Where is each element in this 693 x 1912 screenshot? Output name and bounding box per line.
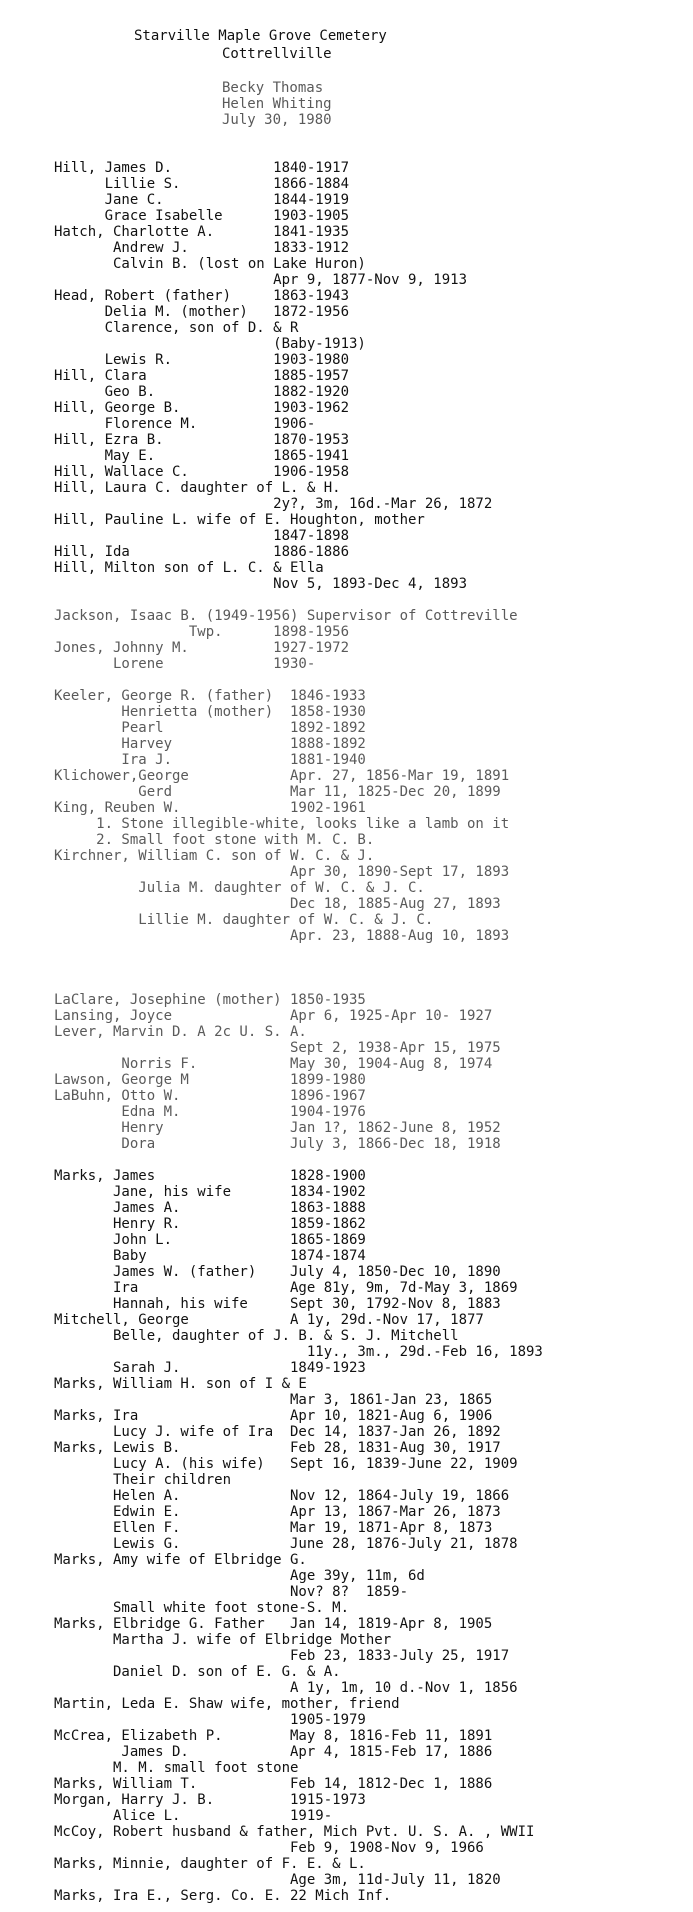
burial-record-line: Jane, his wife 1834-1902 [54, 1184, 366, 1200]
township-title: Cottrellville [222, 46, 332, 62]
burial-record-line: Hill, Ida 1886-1886 [54, 544, 350, 560]
burial-record-line: Age 3m, 11d-July 11, 1820 [54, 1872, 501, 1888]
burial-record-line: Jane C. 1844-1919 [54, 192, 350, 208]
burial-record-line: Clarence, son of D. & R [54, 320, 299, 336]
burial-record-line: 1905-1979 [54, 1712, 366, 1728]
record-date: July 30, 1980 [222, 112, 332, 128]
burial-record-line: LaBuhn, Otto W. 1896-1967 [54, 1088, 366, 1104]
burial-record-line: 1847-1898 [54, 528, 350, 544]
burial-record-line: Edwin E. Apr 13, 1867-Mar 26, 1873 [54, 1504, 501, 1520]
burial-record-line: Marks, Ira Apr 10, 1821-Aug 6, 1906 [54, 1408, 493, 1424]
burial-record-line: Sept 2, 1938-Apr 15, 1975 [54, 1040, 501, 1056]
burial-record-line: Lillie S. 1866-1884 [54, 176, 350, 192]
burial-record-line: Baby 1874-1874 [54, 1248, 366, 1264]
burial-record-line: Marks, Ira E., Serg. Co. E. 22 Mich Inf. [54, 1888, 392, 1904]
burial-record-line: Andrew J. 1833-1912 [54, 240, 350, 256]
burial-record-line: Lewis G. June 28, 1876-July 21, 1878 [54, 1536, 518, 1552]
burial-record-line: Marks, William T. Feb 14, 1812-Dec 1, 1886 [54, 1776, 493, 1792]
burial-record-line: Daniel D. son of E. G. & A. [54, 1664, 341, 1680]
burial-record-line: John L. 1865-1869 [54, 1232, 366, 1248]
burial-record-line: Mar 3, 1861-Jan 23, 1865 [54, 1392, 493, 1408]
burial-record-line: Delia M. (mother) 1872-1956 [54, 304, 350, 320]
burial-record-line: Belle, daughter of J. B. & S. J. Mitchell [54, 1328, 459, 1344]
burial-record-line: Ira Age 81y, 9m, 7d-May 3, 1869 [54, 1280, 518, 1296]
burial-record-line: Ira J. 1881-1940 [54, 752, 366, 768]
burial-record-line: (Baby-1913) [54, 336, 366, 352]
burial-record-line: Dec 18, 1885-Aug 27, 1893 [54, 896, 501, 912]
burial-record-line: 2. Small foot stone with M. C. B. [54, 832, 375, 848]
burial-record-line: McCrea, Elizabeth P. May 8, 1816-Feb 11, 1891 [54, 1728, 493, 1744]
burial-record-line: Hill, Laura C. daughter of L. & H. [54, 480, 341, 496]
burial-record-line: Jackson, Isaac B. (1949-1956) Supervisor of Cottreville [54, 608, 518, 624]
burial-record-line: Hill, Milton son of L. C. & Ella [54, 560, 324, 576]
burial-record-line: Calvin B. (lost on Lake Huron) [54, 256, 366, 272]
recorder-name: Becky Thomas [222, 80, 324, 96]
burial-record-line: Edna M. 1904-1976 [54, 1104, 366, 1120]
burial-record-line: Small white foot stone-S. M. [54, 1600, 350, 1616]
burial-record-line: Nov? 8? 1859- [54, 1584, 409, 1600]
burial-record-line: King, Reuben W. 1902-1961 [54, 800, 366, 816]
burial-record-line: James W. (father) July 4, 1850-Dec 10, 1890 [54, 1264, 501, 1280]
burial-record-line: M. M. small foot stone [54, 1760, 299, 1776]
burial-record-line: Keeler, George R. (father) 1846-1933 [54, 688, 366, 704]
burial-record-line: Lewis R. 1903-1980 [54, 352, 350, 368]
burial-record-line: McCoy, Robert husband & father, Mich Pvt. U. S. A. , WWII [54, 1824, 535, 1840]
burial-record-line: May E. 1865-1941 [54, 448, 350, 464]
burial-record-line: Hill, Wallace C. 1906-1958 [54, 464, 350, 480]
burial-record-line: Norris F. May 30, 1904-Aug 8, 1974 [54, 1056, 493, 1072]
burial-record-line: Martha J. wife of Elbridge Mother [54, 1632, 392, 1648]
burial-record-line: Gerd Mar 11, 1825-Dec 20, 1899 [54, 784, 501, 800]
burial-record-line: 1. Stone illegible-white, looks like a lamb on it [54, 816, 510, 832]
burial-record-line: Feb 23, 1833-July 25, 1917 [54, 1648, 510, 1664]
burial-record-line: 2y?, 3m, 16d.-Mar 26, 1872 [54, 496, 493, 512]
burial-record-line: Feb 9, 1908-Nov 9, 1966 [54, 1840, 484, 1856]
burial-record-line: Helen A. Nov 12, 1864-July 19, 1866 [54, 1488, 510, 1504]
burial-record-line: Hill, Clara 1885-1957 [54, 368, 350, 384]
burial-record-line: Lawson, George M 1899-1980 [54, 1072, 366, 1088]
burial-record-line: Lorene 1930- [54, 656, 316, 672]
burial-record-line: Twp. 1898-1956 [54, 624, 350, 640]
burial-record-line: James D. Apr 4, 1815-Feb 17, 1886 [54, 1744, 493, 1760]
burial-record-line: Henrietta (mother) 1858-1930 [54, 704, 366, 720]
burial-record-line: Sarah J. 1849-1923 [54, 1360, 366, 1376]
burial-record-line: Ellen F. Mar 19, 1871-Apr 8, 1873 [54, 1520, 493, 1536]
burial-record-line: Harvey 1888-1892 [54, 736, 366, 752]
burial-record-line: Hill, George B. 1903-1962 [54, 400, 350, 416]
burial-record-line: LaClare, Josephine (mother) 1850-1935 [54, 992, 366, 1008]
burial-record-line: Kirchner, William C. son of W. C. & J. [54, 848, 375, 864]
burial-record-line: Lillie M. daughter of W. C. & J. C. [54, 912, 434, 928]
burial-record-line: Hannah, his wife Sept 30, 1792-Nov 8, 1883 [54, 1296, 501, 1312]
burial-record-line: Lansing, Joyce Apr 6, 1925-Apr 10- 1927 [54, 1008, 493, 1024]
burial-record-line: Pearl 1892-1892 [54, 720, 366, 736]
burial-record-line: Marks, William H. son of I & E [54, 1376, 307, 1392]
burial-record-line: Apr. 23, 1888-Aug 10, 1893 [54, 928, 510, 944]
burial-record-line: Lucy J. wife of Ira Dec 14, 1837-Jan 26, 1892 [54, 1424, 501, 1440]
recorder-name: Helen Whiting [222, 96, 332, 112]
burial-record-line: Mitchell, George A 1y, 29d.-Nov 17, 1877 [54, 1312, 484, 1328]
burial-record-line: Julia M. daughter of W. C. & J. C. [54, 880, 425, 896]
burial-record-line: Hill, Pauline L. wife of E. Houghton, mother [54, 512, 425, 528]
burial-record-line: Henry Jan 1?, 1862-June 8, 1952 [54, 1120, 501, 1136]
cemetery-title: Starville Maple Grove Cemetery [134, 28, 387, 44]
burial-record-line: Marks, Lewis B. Feb 28, 1831-Aug 30, 1917 [54, 1440, 501, 1456]
burial-record-line: Florence M. 1906- [54, 416, 316, 432]
burial-record-line: Klichower,George Apr. 27, 1856-Mar 19, 1891 [54, 768, 510, 784]
burial-record-line: Hill, James D. 1840-1917 [54, 160, 350, 176]
burial-record-line: Their children [54, 1472, 232, 1488]
burial-record-line: Henry R. 1859-1862 [54, 1216, 366, 1232]
burial-record-line: Alice L. 1919- [54, 1808, 333, 1824]
burial-record-line: Marks, Minnie, daughter of F. E. & L. [54, 1856, 366, 1872]
burial-record-line: Marks, James 1828-1900 [54, 1168, 366, 1184]
burial-record-line: A 1y, 1m, 10 d.-Nov 1, 1856 [54, 1680, 518, 1696]
burial-record-line: Head, Robert (father) 1863-1943 [54, 288, 350, 304]
burial-record-line: Age 39y, 11m, 6d [54, 1568, 425, 1584]
burial-record-line: Geo B. 1882-1920 [54, 384, 350, 400]
burial-record-line: Jones, Johnny M. 1927-1972 [54, 640, 350, 656]
burial-record-line: Lucy A. (his wife) Sept 16, 1839-June 22, 1909 [54, 1456, 518, 1472]
burial-record-line: Apr 9, 1877-Nov 9, 1913 [54, 272, 468, 288]
burial-record-line: Hatch, Charlotte A. 1841-1935 [54, 224, 350, 240]
burial-record-line: Lever, Marvin D. A 2c U. S. A. [54, 1024, 307, 1040]
burial-record-line: Apr 30, 1890-Sept 17, 1893 [54, 864, 510, 880]
burial-record-line: Martin, Leda E. Shaw wife, mother, friend [54, 1696, 400, 1712]
burial-record-line: Morgan, Harry J. B. 1915-1973 [54, 1792, 366, 1808]
burial-record-line: Nov 5, 1893-Dec 4, 1893 [54, 576, 468, 592]
burial-record-line: James A. 1863-1888 [54, 1200, 366, 1216]
burial-record-line: Dora July 3, 1866-Dec 18, 1918 [54, 1136, 501, 1152]
burial-record-line: Hill, Ezra B. 1870-1953 [54, 432, 350, 448]
burial-record-line: Grace Isabelle 1903-1905 [54, 208, 350, 224]
burial-record-line: Marks, Elbridge G. Father Jan 14, 1819-Apr 8, 1905 [54, 1616, 493, 1632]
burial-record-line: Marks, Amy wife of Elbridge G. [54, 1552, 307, 1568]
burial-record-line: 11y., 3m., 29d.-Feb 16, 1893 [54, 1344, 543, 1360]
